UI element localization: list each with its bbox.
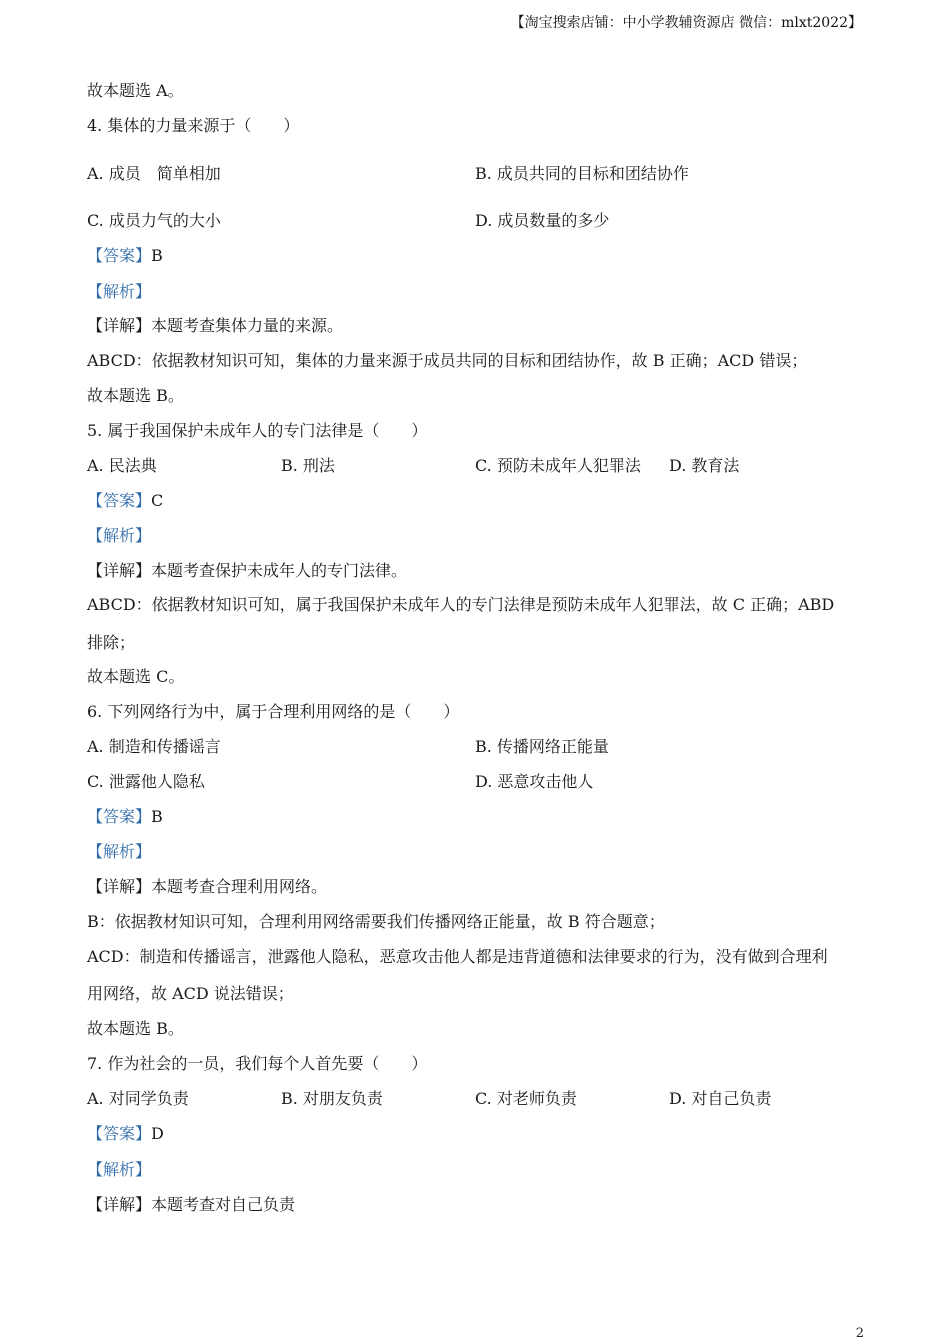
answer-value: D xyxy=(151,1124,164,1143)
q5-conclusion: 故本题选 C。 xyxy=(87,667,185,686)
q6-option-b: B. 传播网络正能量 xyxy=(475,737,609,756)
q5-answer xyxy=(87,490,163,512)
q6-explanation-b: B：依据教材知识可知，合理利用网络需要我们传播网络正能量，故 B 符合题意； xyxy=(87,912,665,931)
q4-option-b: B. 成员共同的目标和团结协作 xyxy=(475,164,689,183)
answer-value: B xyxy=(151,807,163,826)
q6-option-d: D. 恶意攻击他人 xyxy=(475,772,594,791)
q7-answer xyxy=(87,1123,164,1145)
q7-analysis-tag: 【解析】 xyxy=(87,1160,152,1179)
q5-option-b: B. 刑法 xyxy=(281,456,335,475)
q4-option-d: D. 成员数量的多少 xyxy=(475,211,610,230)
q4-conclusion: 故本题选 B。 xyxy=(87,386,184,405)
answer-tag: 【答案】 xyxy=(87,246,152,265)
q6-explanation-acd: ACD：制造和传播谣言，泄露他人隐私，恶意攻击他人都是违背道德和法律要求的行为，没有做到合理利 xyxy=(87,947,828,966)
q5-explanation: ABCD：依据教材知识可知，属于我国保护未成年人的专门法律是预防未成年人犯罪法，故 C 正确；ABD xyxy=(87,595,835,614)
answer-tag: 【答案】 xyxy=(87,1124,152,1143)
page-number: 2 xyxy=(855,1326,864,1341)
q4-option-c: C. 成员力气的大小 xyxy=(87,211,221,230)
q7-option-c: C. 对老师负责 xyxy=(475,1089,577,1108)
conclusion-q3: 故本题选 A。 xyxy=(87,81,184,100)
q5-option-a: A. 民法典 xyxy=(87,456,157,475)
q7-detail: 【详解】本题考查对自己负责 xyxy=(87,1195,296,1214)
q6-explanation-cont: 用网络，故 ACD 说法错误； xyxy=(87,984,294,1003)
q4-explanation: ABCD：依据教材知识可知，集体的力量来源于成员共同的目标和团结协作，故 B 正确；ACD 错误； xyxy=(87,351,808,370)
answer-tag: 【答案】 xyxy=(87,491,152,510)
answer-value: C xyxy=(151,491,164,510)
q5-analysis-tag: 【解析】 xyxy=(87,526,152,545)
q6-analysis-tag: 【解析】 xyxy=(87,842,152,861)
q6-option-c: C. 泄露他人隐私 xyxy=(87,772,205,791)
question-4: 4. 集体的力量来源于（ ） xyxy=(87,116,300,135)
answer-value: B xyxy=(151,246,163,265)
q7-option-d: D. 对自己负责 xyxy=(669,1089,772,1108)
q7-option-a: A. 对同学负责 xyxy=(87,1089,189,1108)
q6-option-a: A. 制造和传播谣言 xyxy=(87,737,221,756)
q4-detail: 【详解】本题考查集体力量的来源。 xyxy=(87,316,344,335)
question-5: 5. 属于我国保护未成年人的专门法律是（ ） xyxy=(87,421,428,440)
q6-conclusion: 故本题选 B。 xyxy=(87,1019,184,1038)
q5-detail: 【详解】本题考查保护未成年人的专门法律。 xyxy=(87,561,408,580)
q6-answer xyxy=(87,806,163,828)
header-note: 【淘宝搜索店铺：中小学教辅资源店 微信：mlxt2022】 xyxy=(510,15,862,31)
q5-option-c: C. 预防未成年人犯罪法 xyxy=(475,456,641,475)
question-6: 6. 下列网络行为中，属于合理利用网络的是（ ） xyxy=(87,702,460,721)
q5-explanation-cont: 排除； xyxy=(87,633,136,652)
q4-option-a: A. 成员 简单相加 xyxy=(87,164,221,183)
q6-detail: 【详解】本题考查合理利用网络。 xyxy=(87,877,328,896)
question-7: 7. 作为社会的一员，我们每个人首先要（ ） xyxy=(87,1054,428,1073)
q5-option-d: D. 教育法 xyxy=(669,456,740,475)
q4-answer xyxy=(87,245,163,267)
q4-analysis-tag: 【解析】 xyxy=(87,282,152,301)
answer-tag: 【答案】 xyxy=(87,807,152,826)
q7-option-b: B. 对朋友负责 xyxy=(281,1089,383,1108)
